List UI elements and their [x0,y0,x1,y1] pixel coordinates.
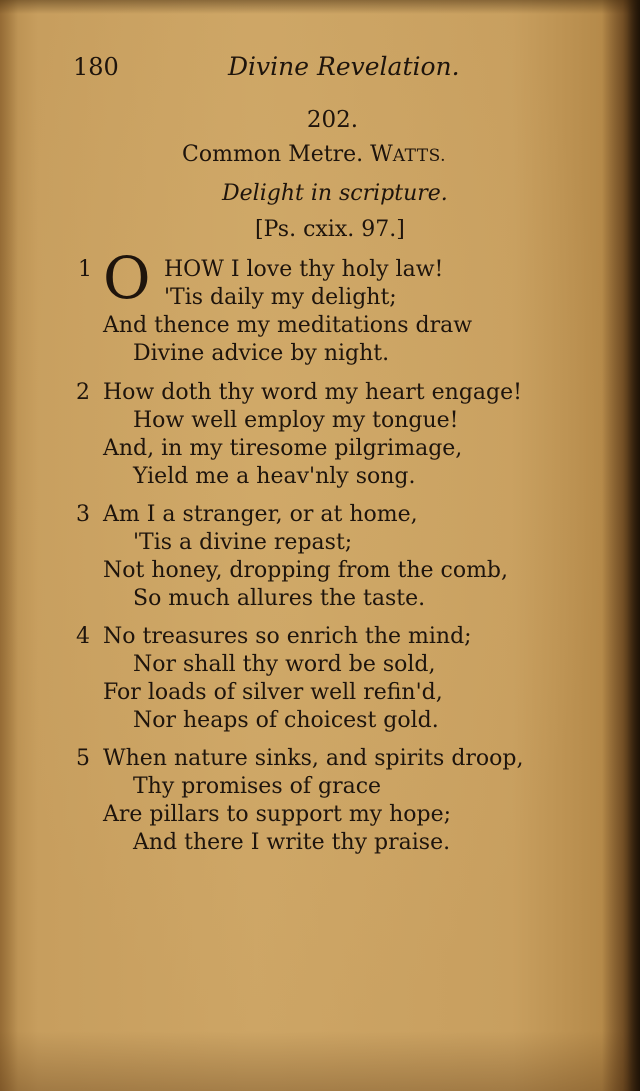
verse-line: 'Tis daily my delight; [164,285,397,310]
page-number: 180 [73,53,119,81]
verse-line: Not honey, dropping from the comb, [103,558,509,583]
running-title: Divine Revelation. [228,52,460,81]
page-top-shadow [0,0,640,14]
stanza-number: 4 [76,624,90,649]
hymn-subject: Delight in scripture. [222,181,448,206]
verse-line: Am I a stranger, or at home, [103,502,418,527]
author-initial: W [370,142,393,167]
verse-line: When nature sinks, and spirits droop, [103,746,524,771]
hymn-number: 202. [306,107,359,133]
verse-line: So much allures the taste. [133,586,426,611]
verse-line: For loads of silver well refin'd, [103,680,443,705]
verse-line: How doth thy word my heart engage! [103,380,522,405]
page-fore-edge [602,0,640,1091]
page-bottom-shadow [0,1031,640,1091]
verse-line: HOW I love thy holy law! [164,257,444,282]
verse-line: Nor shall thy word be sold, [133,652,436,677]
metre-and-author [182,141,446,170]
metre-label: Common Metre. [182,142,364,167]
verse-line: No treasures so enrich the mind; [103,624,472,649]
stanza-number: 1 [78,257,92,282]
verse-line: Are pillars to support my hope; [103,802,452,827]
verse-line: And, in my tiresome pilgrimage, [103,436,463,461]
page-gutter-shadow [0,0,18,1091]
verse-line: How well employ my tongue! [133,408,459,433]
verse-line: Nor heaps of choicest gold. [133,708,439,733]
drop-cap-initial: O [103,244,151,312]
author-name-rest: ATTS. [392,146,447,166]
verse-line: And thence my meditations draw [103,313,473,338]
verse-line: And there I write thy praise. [133,830,451,855]
verse-line: Divine advice by night. [133,341,390,366]
stanza-number: 3 [76,502,90,527]
verse-line: 'Tis a divine repast; [133,530,353,555]
verse-line: Yield me a heav'nly song. [133,464,416,489]
stanza-number: 5 [76,746,90,771]
scripture-reference: [Ps. cxix. 97.] [255,217,405,242]
stanza-number: 2 [76,380,90,405]
verse-line: Thy promises of grace [133,774,382,799]
